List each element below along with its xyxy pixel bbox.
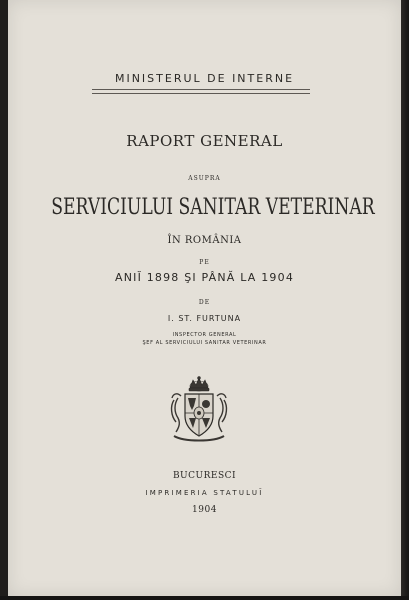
period-line: ANIĬ 1898 ŞI PÂNĂ LA 1904 [114,271,295,284]
document-page [8,0,401,596]
publication-year: 1904 [192,505,217,515]
connector-pe: PE [199,259,210,266]
author-name: I. ST. FURTUNA [167,314,242,323]
heading-rule-bottom [92,93,310,94]
page-bottom-shadow [0,596,409,600]
publication-city: BUCURESCI [172,471,237,481]
ministry-heading: MINISTERUL DE INTERNE [114,72,295,85]
author-role-2: ŞEF AL SERVICIULUI SANITAR VETERINAR [142,340,267,346]
author-role-1: INSPECTOR GENERAL [172,332,237,338]
heading-rule-top [92,89,310,90]
title-line-2: SERVICIULUI SANITAR VETERINAR [51,195,375,220]
connector-asupra: ASUPRA [188,175,221,182]
printer-name: IMPRIMERIA STATULUĬ [145,489,264,497]
page-right-shadow [401,0,409,600]
coat-of-arms-icon [164,376,234,446]
connector-de: DE [198,299,211,306]
title-line-1: RAPORT GENERAL [126,132,283,150]
title-line-3: ÎN ROMÂNIA [167,235,242,246]
